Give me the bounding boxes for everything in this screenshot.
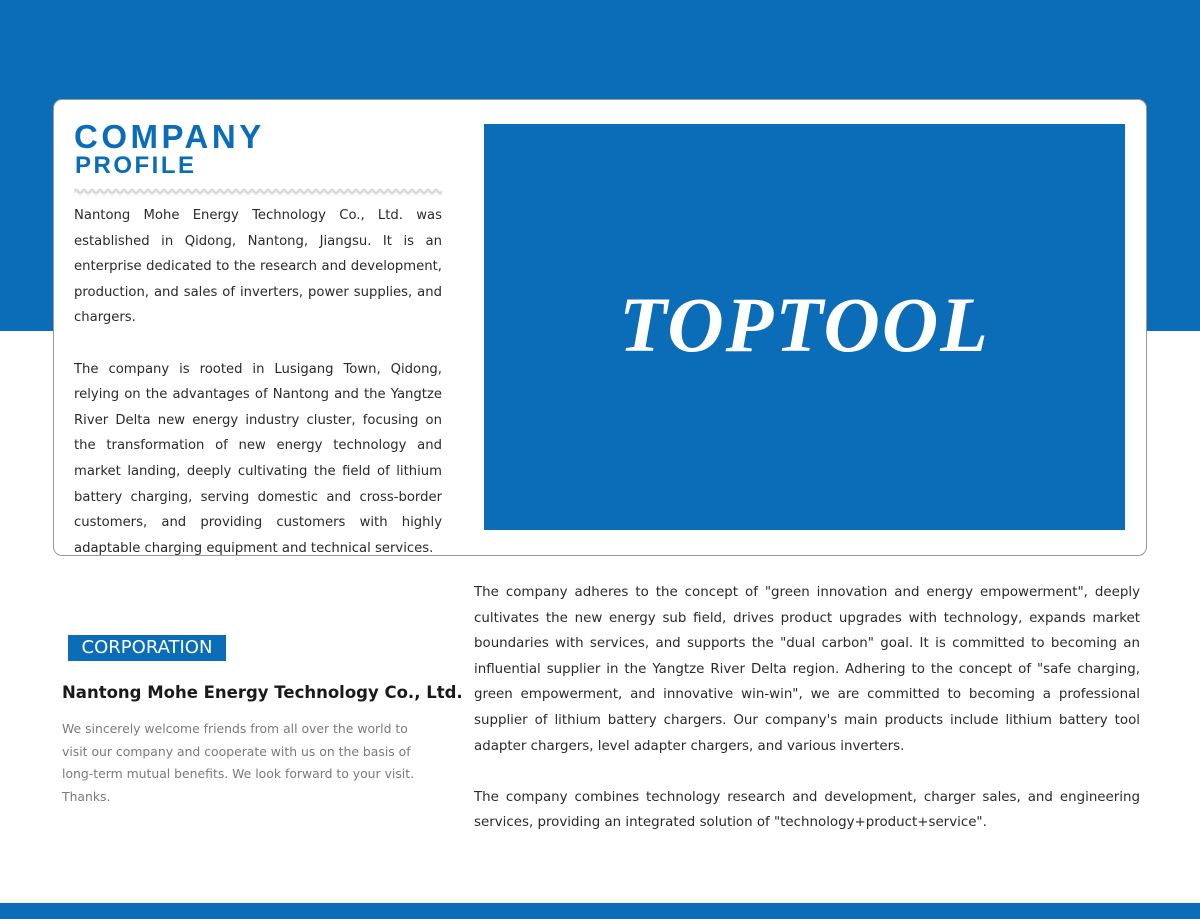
- page-title: COMPANY: [74, 118, 265, 155]
- welcome-note: We sincerely welcome friends from all over the world to visit our company and cooperate with us on the basis of long-term mutual benefits. We look forward to your visit. Thanks.: [62, 721, 415, 804]
- details-paragraph: The company combines technology research and development, charger sales, and engineering services, providing an integrated solution of "technology+product+service".: [474, 789, 1140, 831]
- wave-divider: [74, 186, 442, 196]
- brand-logo: TOPTOOL: [619, 281, 990, 368]
- corporation-badge: CORPORATION: [68, 635, 226, 661]
- intro-paragraph: Nantong Mohe Energy Technology Co., Ltd. was established in Qidong, Nantong, Jiangsu. It is an enterprise dedicated to the research and development, production, and sales of inverters, power supplies, and chargers.: [74, 208, 442, 326]
- intro-text: [74, 203, 442, 561]
- bottom-blue-band: [0, 903, 1200, 919]
- details-paragraph: The company adheres to the concept of "green innovation and energy empowerment", deeply cultivates the new energy sub field, drives product upgrades with technology, expands market boundaries with services, and supports the "dual carbon" goal. It is committed to becoming an influential supplier in the Yangtze River Delta region. Adhering to the concept of "safe charging, green empowerment, and innovative win-win", we are committed to becoming a professional supplier of lithium battery chargers. Our company's main products include lithium battery tool adapter chargers, level adapter chargers, and various inverters.: [474, 585, 1140, 754]
- company-name: Nantong Mohe Energy Technology Co., Ltd.: [62, 683, 463, 702]
- intro-paragraph: The company is rooted in Lusigang Town, Qidong, relying on the advantages of Nantong and the Yangtze River Delta new energy industry cluster, focusing on the transformation of new energy technology and market landing, deeply cultivating the field of lithium battery charging, serving domestic and cross-border customers, and providing customers with highly adaptable charging equipment and technical services.: [74, 361, 442, 556]
- page-subtitle: PROFILE: [75, 152, 197, 179]
- brand-panel: [484, 124, 1125, 530]
- details-text: [474, 580, 1140, 836]
